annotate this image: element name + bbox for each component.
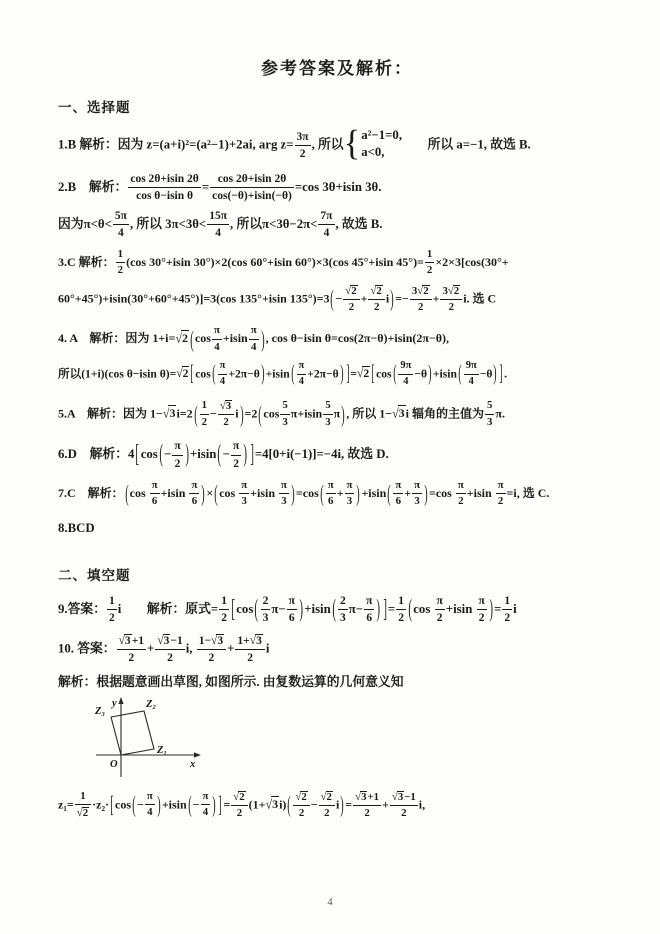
section-blank-heading: 二、填空题 — [58, 568, 131, 584]
answer-line-7: 7.C 解析：(cos $\frac{\pi}{6}$ +isin $\frac{\pi}{6}$ )×(cos $\frac{\pi}{3}$ +isin $\frac{\pi}{3}$ )=cos( $\frac{\pi}{6}$ + $\frac{\pi}{3}$ )+isin( $\frac{\pi}{6}$ + $\frac{\pi}{3}$ )=cos $\frac{\pi}{2}$ +isin $\frac{\pi}{2}$ =i, 选 C. — [58, 478, 550, 507]
answer-line-1: 1.B 解析：因为 z=(a+i)²=(a²−1)+2ai, arg z= $\frac{3\pi}{2}$ , 所以 { a²−1=0, a<0, 所以 a=−1, 故选 B. — [58, 123, 531, 164]
answer-line-3a: 3.C 解析： $\frac{1}{2}$ (cos 30°+isin 30°)×2(cos 60°+isin 60°)×3(cos 45°+isin 45°)= $\frac{1}{2}$ ×2×3[cos(30°+ — [58, 247, 509, 277]
x-axis-arrow — [194, 752, 201, 757]
z3-point-label: Z₃ — [95, 705, 106, 717]
answer-line-5: 5.A 解析：因为 1−√3i=2( $\frac{1}{2}$ − $\frac{√3}{2}$ i)=2(cos $\frac{5}{3}$ π+isin $\frac{5}{3}$ π), 所以 1−√3i 辐角的主值为 $\frac{5}{3}$ π. — [58, 399, 505, 429]
y-axis-arrow — [118, 697, 123, 704]
answer-line-8: 8.BCD — [58, 521, 95, 536]
section-choice-heading: 一、选择题 — [58, 100, 131, 115]
page-number: 4 — [327, 897, 333, 908]
answer-line-z1: z₁= $\frac{1}{√2}$ ·z₂·[cos(− $\frac{\pi}{4}$ )+isin(− $\frac{\pi}{4}$ ) ]= $\frac{√2}{2}$ (1+√3i)( $\frac{√2}{2}$ − $\frac{√2}{2}$ i)= $\frac{√3+1}{2}$ + $\frac{√3-1}{2}$ i, — [58, 789, 426, 820]
answer-line-4a: 4. A 解析：因为 1+i=√2 (cos $\frac{\pi}{4}$ +isin $\frac{\pi}{4}$ ), cos θ−isin θ=cos(2π−θ)+isin(2π−θ), — [58, 324, 450, 353]
answer-line-9: 9.答案： $\frac{1}{2}$ i 解析：原式= $\frac{1}{2}$ [cos( $\frac{2}{3}$ π− $\frac{\pi}{6}$ )+isin( $\frac{2}{3}$ π− $\frac{\pi}{6}$ ) ]= $\frac{1}{2}$ (cos $\frac{\pi}{2}$ +isin $\frac{\pi}{2}$ )= $\frac{1}{2}$ i — [58, 594, 517, 625]
answer-line-4b: 所以(1+i)(cos θ−isin θ)=√2 [cos( $\frac{\pi}{4}$ +2π−θ)+isin( $\frac{\pi}{4}$ +2π−θ) ]=√2 [cos( $\frac{9\pi}{4}$ −θ)+isin( $\frac{9\pi}{4}$ −θ) ]. — [58, 359, 508, 387]
z2-point-label: Z₂ — [146, 698, 157, 710]
square-OZ1Z2Z3 — [111, 711, 154, 755]
complex-plane-diagram — [84, 695, 616, 787]
answer-line-2b: 因为π<θ< $\frac{5\pi}{4}$ , 所以 3π<3θ< $\frac{15\pi}{4}$ , 所以π<3θ−2π< $\frac{7\pi}{4}$ , 故选 B. — [58, 209, 383, 239]
answer-line-10: 10. 答案： $\frac{√3+1}{2}$ + $\frac{√3-1}{2}$ i, $\frac{1-√3}{2}$ + $\frac{1+√3}{2}$ i — [58, 634, 270, 665]
page-title: 参考答案及解析： — [261, 59, 413, 78]
answer-line-3b: 60°+45°)+isin(30°+60°+45°)]=3(cos 135°+isin 135°)=3(− $\frac{√2}{2}$ + $\frac{√2}{2}$ i)=− $\frac{3√2}{2}$ + $\frac{3√2}{2}$ i. 选 C — [58, 284, 497, 313]
answer-line-10-note: 解析：根据题意画出草图, 如图所示. 由复数运算的几何意义知 — [58, 674, 404, 689]
diagram-svg — [84, 695, 274, 783]
answer-line-2a: 2.B 解析： $\frac{\cos 2\theta+isin 2\theta}{\text{cos θ−isin θ}}$ = $\frac{\cos 2\theta+isin 2\theta}{\cos(-\theta)+isin(-\theta)}$ =cos 3θ+isin 3θ. — [58, 172, 382, 202]
x-axis-label: x — [190, 758, 196, 770]
answer-line-6: 6.D 解析：4[cos(− $\frac{\pi}{2}$ )+isin(− $\frac{\pi}{2}$ ) ]=4[0+i(−1)]=−4i, 故选 D. — [58, 440, 389, 470]
z1-point-label: Z₁ — [157, 744, 168, 756]
origin-label: O — [110, 758, 118, 770]
y-axis-label: y — [112, 697, 117, 709]
